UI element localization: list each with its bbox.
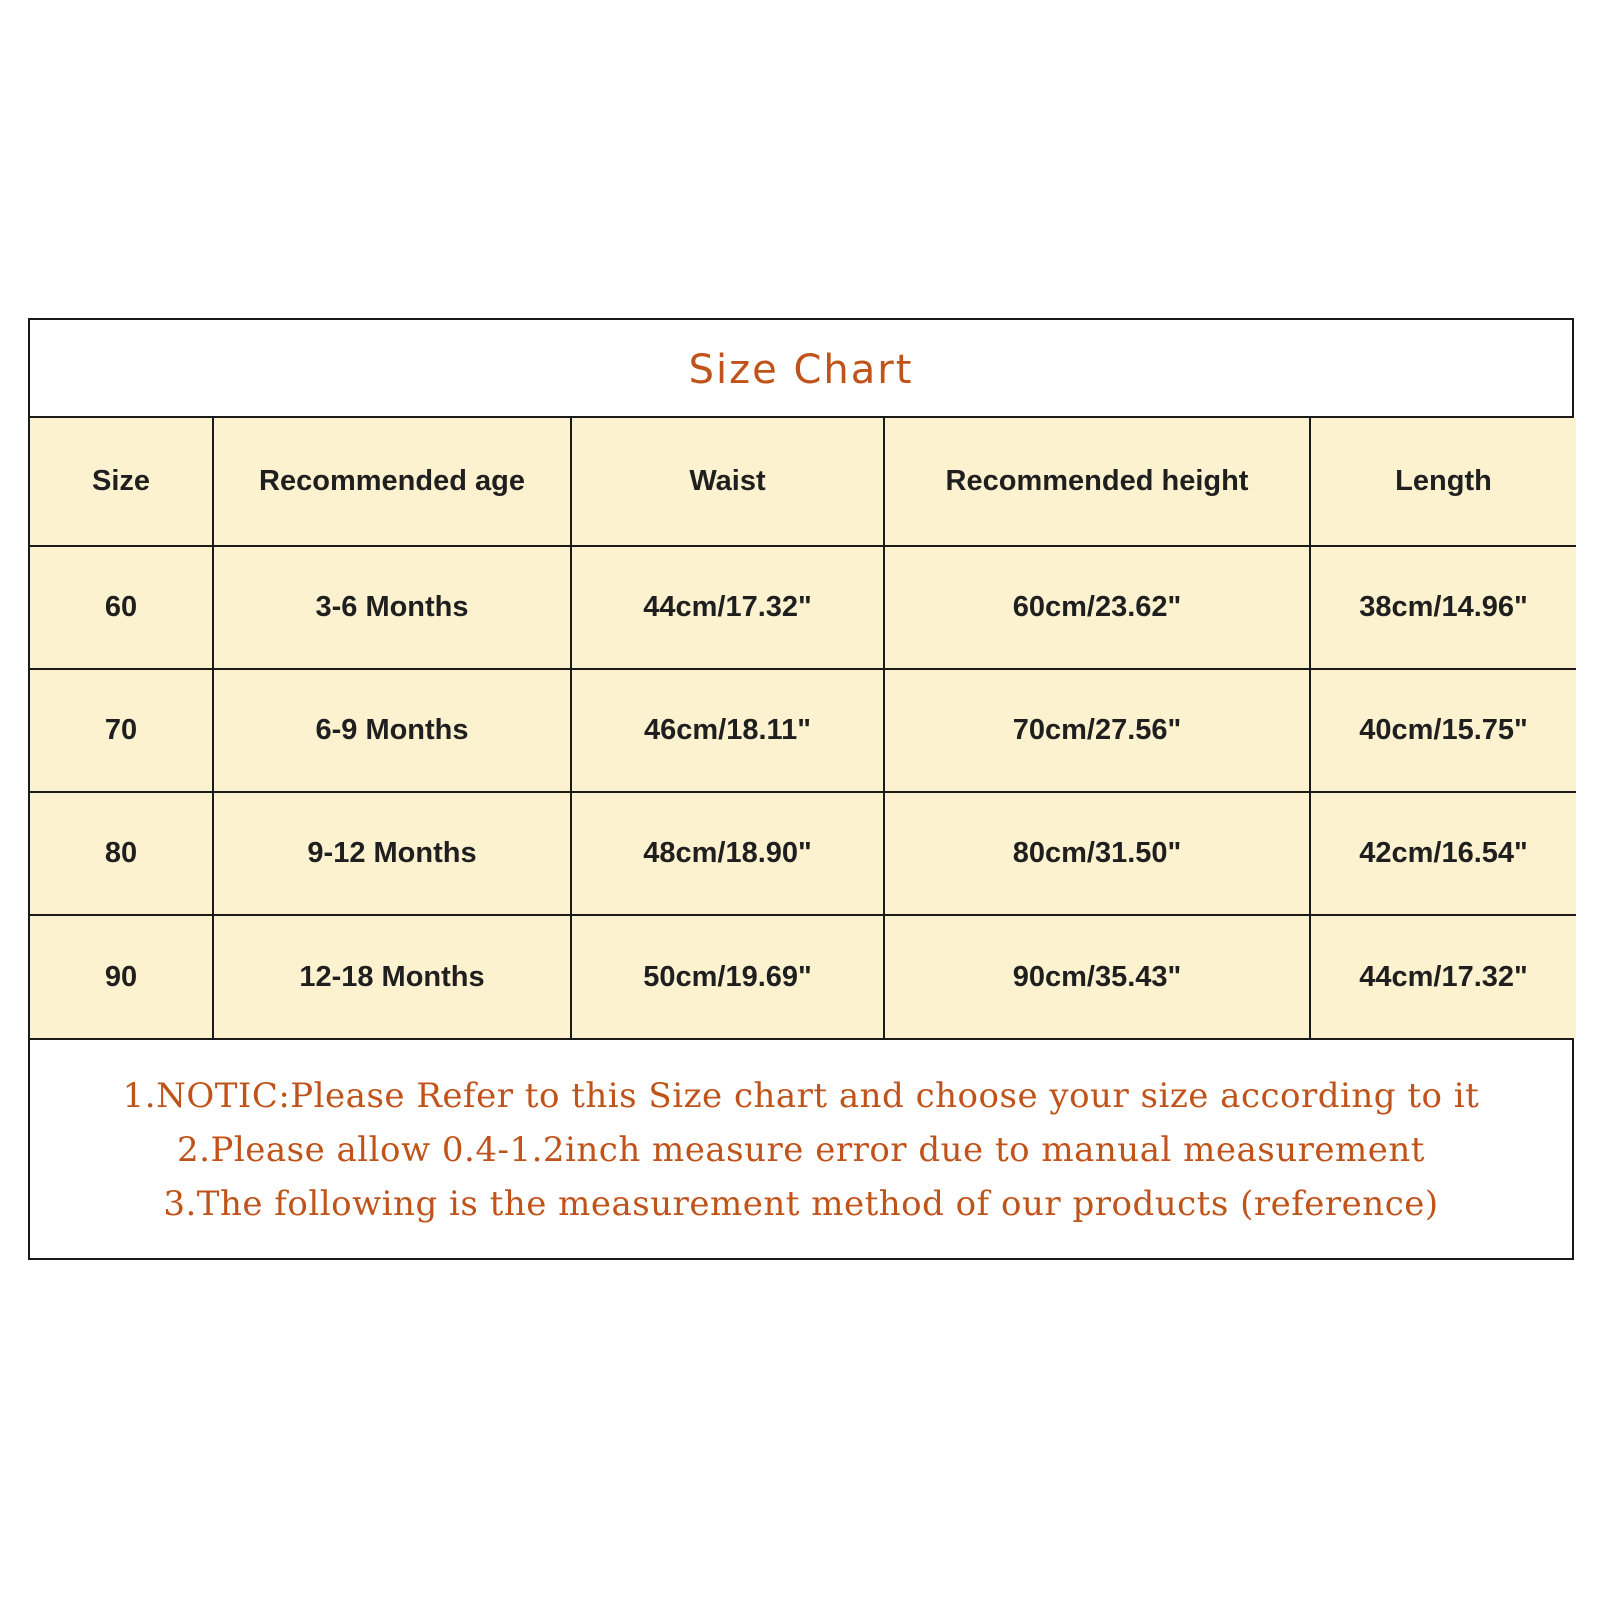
- cell-length: 44cm/17.32": [1310, 915, 1576, 1038]
- cell-waist: 50cm/19.69": [571, 915, 884, 1038]
- cell-waist: 44cm/17.32": [571, 546, 884, 669]
- cell-recommended-age: 6-9 Months: [213, 669, 571, 792]
- header-size: Size: [30, 418, 213, 546]
- cell-recommended-height: 70cm/27.56": [884, 669, 1310, 792]
- cell-recommended-height: 80cm/31.50": [884, 792, 1310, 915]
- table-row: [30, 669, 1576, 792]
- header-recommended-age: Recommended age: [213, 418, 571, 546]
- title-row: [30, 320, 1572, 418]
- cell-recommended-height: 60cm/23.62": [884, 546, 1310, 669]
- cell-waist: 46cm/18.11": [571, 669, 884, 792]
- note-line: 2.Please allow 0.4-1.2inch measure error due to manual measurement: [177, 1130, 1425, 1170]
- note-line: 3.The following is the measurement method of our products (reference): [163, 1184, 1439, 1224]
- cell-length: 40cm/15.75": [1310, 669, 1576, 792]
- cell-waist: 48cm/18.90": [571, 792, 884, 915]
- cell-size: 60: [30, 546, 213, 669]
- table-row: [30, 546, 1576, 669]
- size-chart-title: Size Chart: [688, 347, 914, 393]
- size-chart-sheet: [28, 318, 1574, 1260]
- cell-recommended-age: 12-18 Months: [213, 915, 571, 1038]
- table-row: [30, 792, 1576, 915]
- header-recommended-height: Recommended height: [884, 418, 1310, 546]
- cell-size: 90: [30, 915, 213, 1038]
- table-header-row: [30, 418, 1576, 546]
- cell-recommended-height: 90cm/35.43": [884, 915, 1310, 1038]
- size-table: [30, 418, 1576, 1038]
- cell-recommended-age: 9-12 Months: [213, 792, 571, 915]
- header-length: Length: [1310, 418, 1576, 546]
- cell-size: 70: [30, 669, 213, 792]
- cell-recommended-age: 3-6 Months: [213, 546, 571, 669]
- cell-length: 42cm/16.54": [1310, 792, 1576, 915]
- cell-length: 38cm/14.96": [1310, 546, 1576, 669]
- notes-section: [30, 1038, 1572, 1260]
- note-line: 1.NOTIC:Please Refer to this Size chart and choose your size according to it: [122, 1076, 1480, 1116]
- cell-size: 80: [30, 792, 213, 915]
- table-row: [30, 915, 1576, 1038]
- header-waist: Waist: [571, 418, 884, 546]
